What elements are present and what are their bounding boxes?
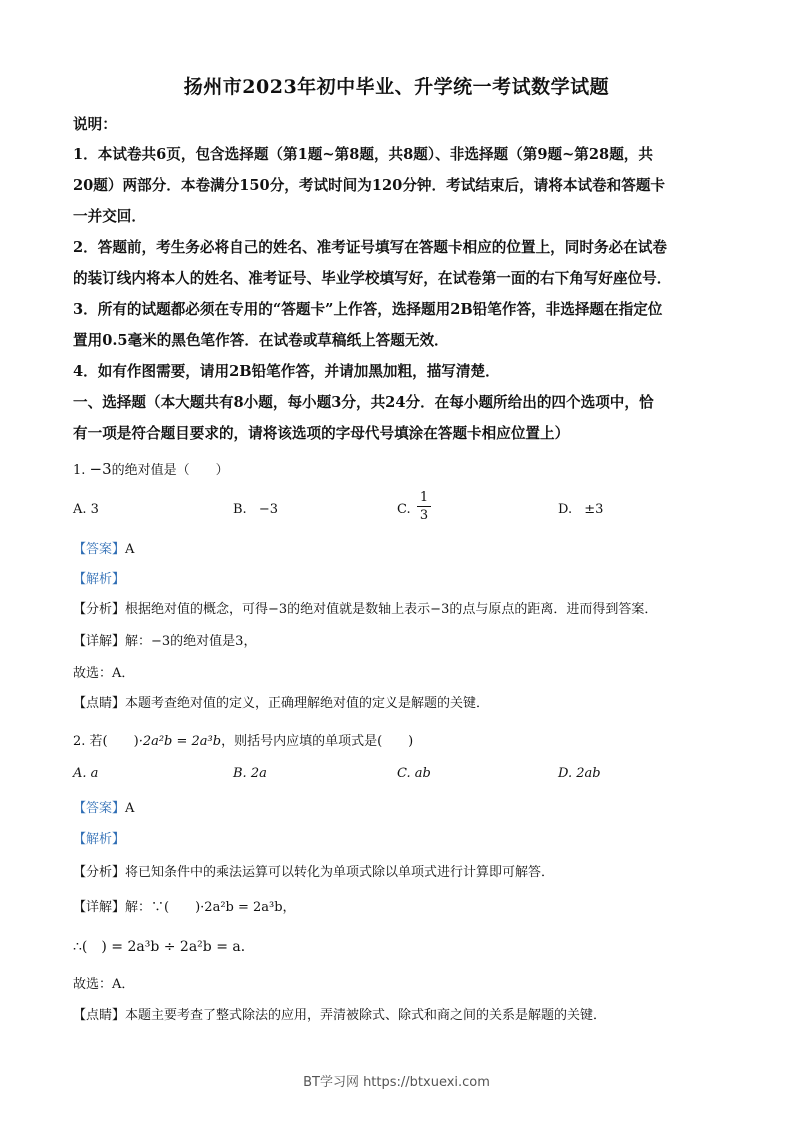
q2-option-b: B. 2a — [233, 766, 267, 781]
q2-comment-tag: 【点睛】 — [73, 1008, 126, 1023]
q1-answer — [73, 538, 728, 557]
q1-option-c-numerator: 1 — [417, 489, 431, 507]
q1-choose: 故选：A． — [73, 666, 135, 681]
q2-detail-text: 解：∵( )·2a²b = 2a³b， — [125, 900, 296, 915]
q2-choose: 故选：A． — [73, 977, 135, 992]
q1-fenxi — [73, 598, 728, 617]
q2-option-a: A. a — [73, 766, 99, 781]
instruction-line-1: 1．本试卷共6页，包含选择题（第1题~第8题，共8题）、非选择题（第9题~第28题，共 — [73, 146, 653, 163]
q1-option-c-fraction — [417, 489, 431, 525]
q1-comment — [73, 692, 728, 711]
q1-number: 1. — [73, 463, 86, 478]
q2-option-d: D. 2ab — [558, 766, 601, 781]
q2-answer-tag: 【答案】 — [73, 801, 126, 816]
q1-analysis-tag — [73, 568, 728, 587]
instruction-line-4: 2．答题前，考生务必将自己的姓名、准考证号填写在答题卡相应的位置上，同时务必在试卷 — [73, 239, 667, 256]
q1-option-b — [233, 502, 278, 517]
instruction-line-3: 一并交回． — [73, 208, 146, 225]
q1-option-d-value: ±3 — [584, 502, 604, 517]
q2-answer — [73, 797, 728, 816]
page-footer: BT学习网 https://btxuexi.com — [303, 1075, 490, 1090]
q2-detail — [73, 896, 728, 915]
q1-detail — [73, 630, 728, 649]
instruction-line-8: 4．如有作图需要，请用2B铅笔作答，并请加黑加粗，描写清楚． — [73, 363, 500, 380]
q1-stem-text: 的绝对值是（ ） — [111, 463, 229, 478]
instruction-line-5: 的装订线内将本人的姓名、准考证号、毕业学校填写好，在试卷第一面的右下角写好座位号． — [73, 270, 672, 287]
q1-analysis-label: 【解析】 — [73, 572, 126, 587]
q2-fenxi-tag: 【分析】 — [73, 865, 126, 880]
page-title: 扬州市2023年初中毕业、升学统一考试数学试题 — [183, 76, 610, 98]
q1-answer-tag: 【答案】 — [73, 542, 126, 557]
q1-answer-value: A — [125, 542, 135, 557]
q1-detail-tag: 【详解】 — [73, 634, 126, 649]
q1-comment-tag: 【点睛】 — [73, 696, 126, 711]
q2-detail-tag: 【详解】 — [73, 900, 126, 915]
section-heading-line-2: 有一项是符合题目要求的，请将该选项的字母代号填涂在答题卡相应位置上） — [73, 425, 570, 442]
q1-option-b-value: −3 — [258, 502, 278, 517]
q1-fenxi-text: 根据绝对值的概念，可得−3的绝对值就是数轴上表示−3的点与原点的距离．进而得到答案． — [125, 602, 658, 617]
instructions-heading: 说明： — [73, 116, 117, 133]
q1-detail-text: 解：−3的绝对值是3， — [125, 634, 257, 649]
q2-fenxi — [73, 861, 728, 880]
q2-stem-math: ·2a²b = 2a³b — [138, 734, 222, 749]
q2-analysis-tag — [73, 828, 728, 847]
q2-stem — [73, 730, 728, 749]
q2-analysis-label: 【解析】 — [73, 832, 126, 847]
q1-fenxi-tag: 【分析】 — [73, 602, 126, 617]
q1-option-d-label: D. — [558, 502, 573, 517]
q2-answer-value: A — [125, 801, 135, 816]
instruction-line-6: 3．所有的试题都必须在专用的“答题卡”上作答，选择题用2B铅笔作答，非选择题在指定位 — [73, 301, 663, 318]
q1-stem-math: −3 — [89, 460, 112, 478]
q1-comment-text: 本题考查绝对值的定义，正确理解绝对值的定义是解题的关键． — [125, 696, 490, 711]
q1-option-a: A. 3 — [73, 502, 99, 517]
q2-comment-text: 本题主要考查了整式除法的应用，弄清被除式、除式和商之间的关系是解题的关键． — [125, 1008, 607, 1023]
q1-stem — [73, 459, 728, 478]
q2-option-c: C. ab — [397, 766, 431, 781]
q2-comment — [73, 1004, 728, 1023]
instruction-line-7: 置用0.5毫米的黑色笔作答．在试卷或草稿纸上答题无效． — [73, 332, 449, 349]
q2-fenxi-text: 将已知条件中的乘法运算可以转化为单项式除以单项式进行计算即可解答． — [125, 865, 555, 880]
q2-therefore: ∴( ) = 2a³b ÷ 2a²b = a． — [73, 939, 255, 955]
q2-stem-pre: 2. 若( ) — [73, 734, 139, 749]
instruction-line-2: 20题）两部分．本卷满分150分，考试时间为120分钟．考试结束后，请将本试卷和答题卡 — [73, 177, 666, 194]
q1-option-c-label: C. — [397, 502, 411, 517]
q1-option-b-label: B. — [233, 502, 247, 517]
q1-option-d — [558, 502, 603, 517]
q2-stem-post: ，则括号内应填的单项式是( ) — [221, 734, 414, 749]
q1-option-c-denominator: 3 — [419, 508, 429, 523]
section-heading-line-1: 一、选择题（本大题共有8小题，每小题3分，共24分．在每小题所给出的四个选项中，恰 — [73, 394, 654, 411]
